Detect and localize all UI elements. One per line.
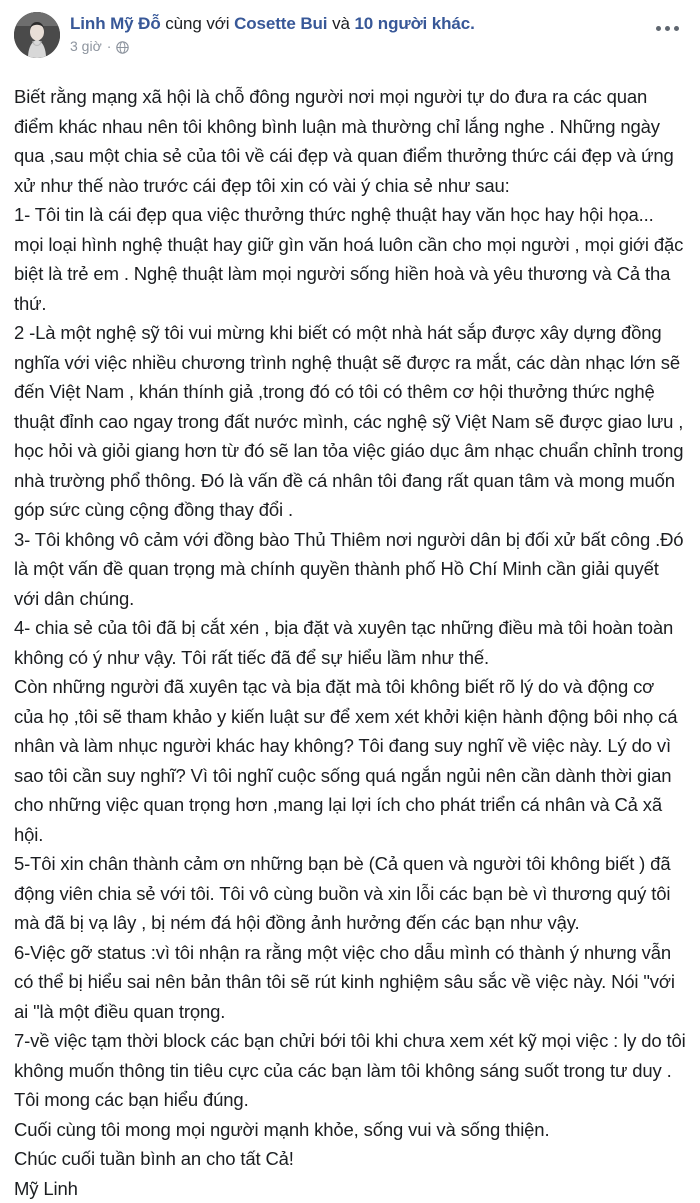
post-paragraph: 4- chia sẻ của tôi đã bị cắt xén , bịa đặt và xuyên tạc những điều mà tôi hoàn toàn không có ý như vậy. Tôi rất tiếc đã để sự hiểu lầm như thế. bbox=[14, 613, 686, 672]
more-options-icon[interactable] bbox=[650, 16, 684, 40]
more-dot bbox=[674, 26, 679, 31]
more-dot bbox=[665, 26, 670, 31]
post-timestamp[interactable]: 3 giờ bbox=[70, 38, 102, 54]
author-name[interactable]: Linh Mỹ Đỗ bbox=[70, 14, 161, 33]
post-paragraph: Chúc cuối tuần bình an cho tất Cả! bbox=[14, 1144, 686, 1174]
and-text: và bbox=[332, 14, 350, 33]
post-paragraph: 5-Tôi xin chân thành cảm ơn những bạn bè (Cả quen và người tôi không biết ) đã động viên chia sẻ với tôi. Tôi vô cùng buồn và xin lỗi các bạn bè vì thương quý tôi mà đã bị vạ lây , bị ném đá hội đồng ảnh hưởng đến các bạn như vậy. bbox=[14, 849, 686, 938]
post-header-text bbox=[70, 12, 686, 54]
other-taggeds-count[interactable]: 10 người khác. bbox=[354, 14, 474, 33]
with-text: cùng với bbox=[165, 14, 229, 33]
post-paragraph: 2 -Là một nghệ sỹ tôi vui mừng khi biết có một nhà hát sắp được xây dựng đồng nghĩa với việc nhiều chương trình nghệ thuật sẽ được ra mắt, các dàn nhạc lớn sẽ đến Việt Nam , khán thính giả ,trong đó có tôi có thêm cơ hội thưởng thức nghệ thuật đỉnh cao ngay trong đất nước mình, các nghệ sỹ Việt Nam sẽ được giao lưu , học hỏi và giỏi giang hơn từ đó sẽ lan tỏa việc giáo dục âm nhạc chuẩn chỉnh trong nhà trường phổ thông. Đó là vấn đề cá nhân tôi đang rất quan tâm và mong muốn góp sức cùng cộng đồng thay đổi . bbox=[14, 318, 686, 525]
avatar[interactable] bbox=[14, 12, 60, 58]
post-paragraph: Còn những người đã xuyên tạc và bịa đặt mà tôi không biết rõ lý do và động cơ của họ ,tôi sẽ tham khảo y kiến luật sư để xem xét khởi kiện hành động bôi nhọ cá nhân và làm nhục người khác hay không? Tôi đang suy nghĩ về việc này. Lý do vì sao tôi cần suy nghĩ? Vì tôi nghĩ cuộc sống quá ngắn ngủi nên cần dành thời gian cho những việc quan trọng hơn ,mang lại lợi ích cho phát triển cá nhân và Cả xã hội. bbox=[14, 672, 686, 849]
globe-icon[interactable] bbox=[116, 41, 129, 54]
post-paragraph: Cuối cùng tôi mong mọi người mạnh khỏe, sống vui và sống thiện. bbox=[14, 1115, 686, 1145]
post-paragraph: 3- Tôi không vô cảm với đồng bào Thủ Thiêm nơi người dân bị đối xử bất công .Đó là một vấn đề quan trọng mà chính quyền thành phố Hồ Chí Minh cần giải quyết với dân chúng. bbox=[14, 525, 686, 614]
post-body bbox=[14, 82, 686, 1203]
post-paragraph: 7-về việc tạm thời block các bạn chửi bới tôi khi chưa xem xét kỹ mọi việc : ly do tôi không muốn thông tin tiêu cực của các bạn làm tôi không sáng suốt trong tư duy . Tôi mong các bạn hiểu đúng. bbox=[14, 1026, 686, 1115]
post-header bbox=[14, 12, 686, 68]
tagged-friend-name[interactable]: Cosette Bui bbox=[234, 14, 327, 33]
post-author-line bbox=[70, 13, 686, 34]
post-paragraph: Biết rằng mạng xã hội là chỗ đông người nơi mọi người tự do đưa ra các quan điểm khác nhau nên tôi không bình luận mà thường chỉ lắng nghe . Những ngày qua ,sau một chia sẻ của tôi về cái đẹp và quan điểm thưởng thức cái đẹp và ứng xử như thế nào trước cái đẹp tôi xin có vài ý chia sẻ như sau: bbox=[14, 82, 686, 200]
post-paragraph: 1- Tôi tin là cái đẹp qua việc thưởng thức nghệ thuật hay văn học hay hội họa... mọi loại hình nghệ thuật hay giữ gìn văn hoá luôn cần cho mọi người , mọi giới đặc biệt là trẻ em . Nghệ thuật làm mọi người sống hiền hoà và yêu thương và Cả tha thứ. bbox=[14, 200, 686, 318]
post-meta bbox=[70, 38, 686, 54]
more-dot bbox=[656, 26, 661, 31]
meta-separator: · bbox=[107, 38, 112, 54]
post-paragraph: 6-Việc gỡ status :vì tôi nhận ra rằng một việc cho dẫu mình có thành ý nhưng vẫn có thể bị hiểu sai nên bản thân tôi sẽ rút kinh nghiệm sâu sắc về việc này. Nói "với ai "là một điều quan trọng. bbox=[14, 938, 686, 1027]
post-signature: Mỹ Linh bbox=[14, 1174, 686, 1203]
